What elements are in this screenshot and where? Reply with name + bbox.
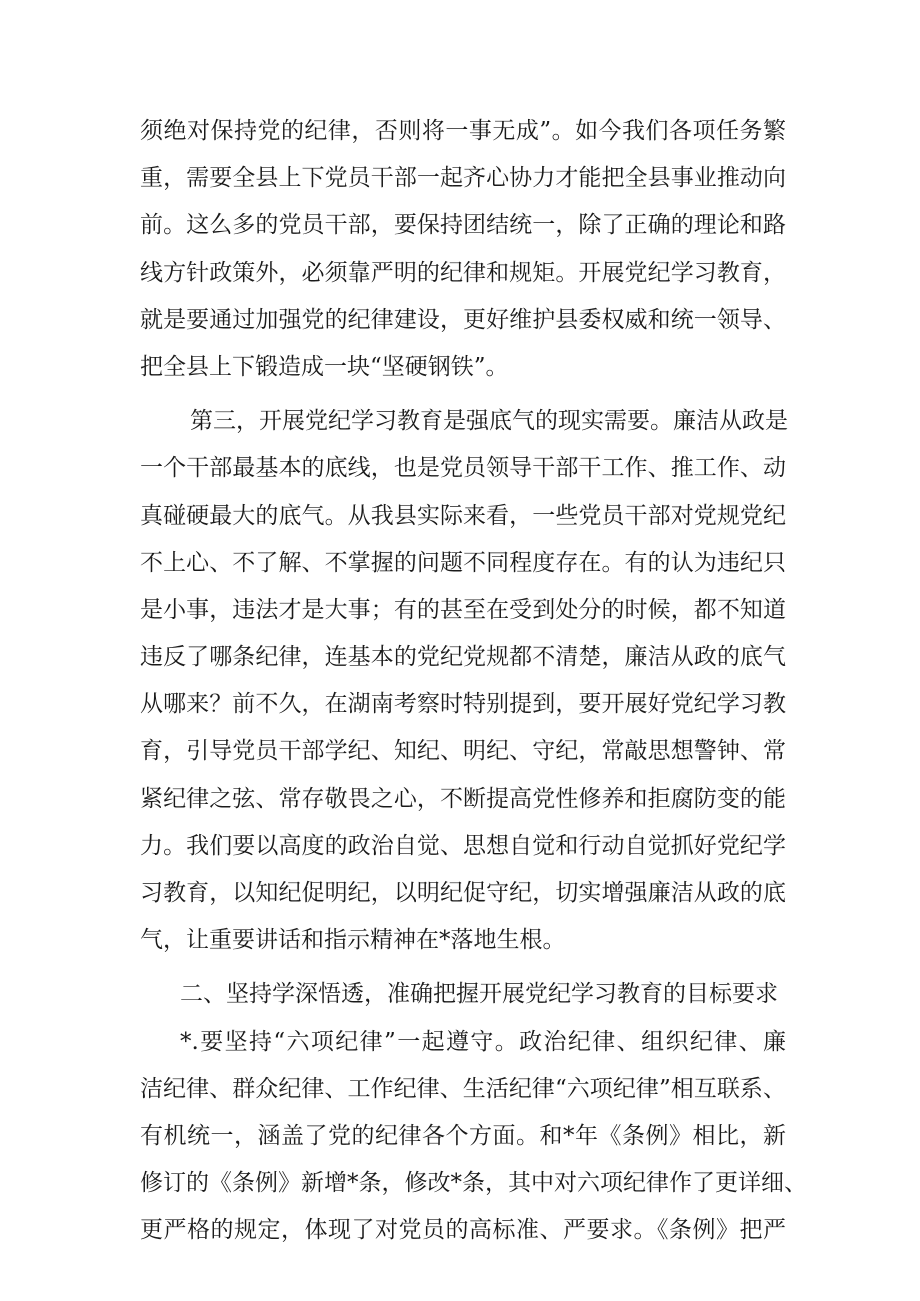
- paragraph-gap: [140, 964, 786, 971]
- text-line: 不上心、不了解、不掌握的问题不同程度存在。有的认为违纪只: [140, 549, 786, 576]
- text-line: 洁纪律、群众纪律、工作纪律、生活纪律“六项纪律”相互联系、: [140, 1075, 786, 1102]
- text-line: 力。我们要以高度的政治自觉、思想自觉和行动自觉抓好党纪学: [140, 832, 786, 859]
- text-line: 气，让重要讲话和指示精神在*落地生根。: [140, 927, 566, 954]
- document-body: [140, 108, 807, 1255]
- section-heading: 二、坚持学深悟透，准确把握开展党纪学习教育的目标要求: [180, 981, 778, 1008]
- text-line: 有机统一，涵盖了党的纪律各个方面。和*年《条例》相比，新: [140, 1122, 786, 1149]
- text-line: 真碰硬最大的底气。从我县实际来看，一些党员干部对党规党纪: [140, 502, 786, 529]
- text-line: 线方针政策外，必须靠严明的纪律和规矩。开展党纪学习教育，: [140, 259, 786, 286]
- text-line: 习教育，以知纪促明纪，以明纪促守纪，切实增强廉洁从政的底: [140, 880, 786, 906]
- text-line: 违反了哪条纪律，连基本的党纪党规都不清楚，廉洁从政的底气: [140, 644, 786, 671]
- text-line: 紧纪律之弦、常存敬畏之心，不断提高党性修养和拒腐防变的能: [140, 785, 786, 812]
- paragraph-2: [140, 398, 786, 964]
- text-line: 就是要通过加强党的纪律建设，更好维护县委权威和统一领导、: [140, 306, 786, 333]
- text-line: 须绝对保持党的纪律，否则将一事无成”。如今我们各项任务繁: [140, 118, 786, 144]
- text-line: 修订的《条例》新增*条，修改*条，其中对六项纪律作了更详细、: [140, 1170, 807, 1197]
- text-line: 重，需要全县上下党员干部一起齐心协力才能把全县事业推动向: [140, 165, 786, 192]
- text-line: 一个干部最基本的底线，也是党员领导干部干工作、推工作、动: [140, 455, 786, 482]
- text-line: 从哪来？前不久，在湖南考察时特别提到，要开展好党纪学习教: [140, 691, 786, 718]
- text-line: 更严格的规定，体现了对党员的高标准、严要求。《条例》把严: [140, 1217, 786, 1244]
- paragraph-3: [140, 1019, 807, 1255]
- text-line: 育，引导党员干部学纪、知纪、明纪、守纪，常敲思想警钟、常: [140, 738, 786, 765]
- paragraph-1: [140, 108, 786, 391]
- text-line: 第三，开展党纪学习教育是强底气的现实需要。廉洁从政是: [190, 408, 788, 435]
- text-line: 把全县上下锻造成一块“坚硬钢铁”。: [140, 353, 509, 380]
- text-line: *.要坚持“六项纪律”一起遵守。政治纪律、组织纪律、廉: [180, 1028, 786, 1055]
- paragraph-gap: [140, 391, 786, 398]
- text-line: 是小事，违法才是大事；有的甚至在受到处分的时候，都不知道: [140, 596, 786, 623]
- text-line: 前。这么多的党员干部，要保持团结统一，除了正确的理论和路: [140, 212, 786, 239]
